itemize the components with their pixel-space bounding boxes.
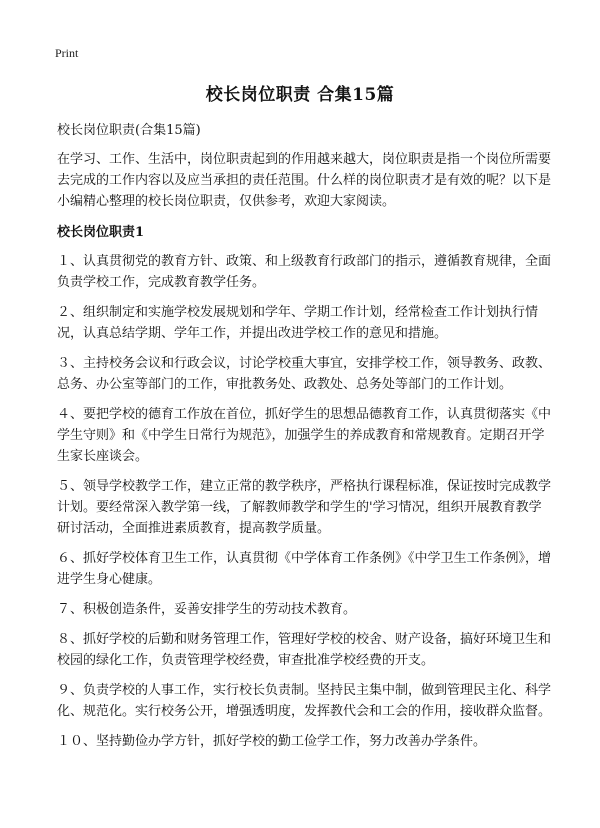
duty-item-7: ７、积极创造条件，妥善安排学生的劳动技术教育。: [57, 602, 357, 617]
duty-item-4: ４、要把学校的德育工作放在首位，抓好学生的思想品德教育工作，认真贯彻落实《中学生守则》和《中学生日常行为规范》，加强学生的养成教育和常规教育。定期召开学生家长座谈会。: [57, 407, 552, 464]
intro-paragraph: 在学习、工作、生活中，岗位职责起到的作用越来越大，岗位职责是指一个岗位所需要去完成的工作内容以及应当承担的责任范围。什么样的岗位职责才是有效的呢？以下是小编精心整理的校长岗位职责，仅供参考，欢迎大家阅读。: [57, 152, 552, 209]
page-title: 校长岗位职责 合集15篇: [205, 85, 395, 105]
duty-item-8: ８、抓好学校的后勤和财务管理工作，管理好学校的校舍、财产设备，搞好环境卫生和校园的绿化工作，负责管理学校经费，审查批准学校经费的开支。: [57, 632, 552, 668]
duty-item-2: ２、组织制定和实施学校发展规划和学年、学期工作计划，经常检查工作计划执行情况，认真总结学期、学年工作，并提出改进学校工作的意见和措施。: [57, 305, 539, 341]
duty-item-5: ５、领导学校教学工作，建立正常的教学秩序，严格执行课程标准，保证按时完成教学计划。要经常深入教学第一线，了解教师教学和学生的'学习情况，组织开展教育教学研讨活动，全面推进素质教育，提高教学质量。: [57, 479, 552, 536]
duty-item-1: １、认真贯彻党的教育方针、政策、和上级教育行政部门的指示，遵循教育规律，全面负责学校工作，完成教育教学任务。: [57, 254, 552, 290]
duty-item-3: ３、主持校务会议和行政会议，讨论学校重大事宜，安排学校工作，领导教务、政教、总务、办公室等部门的工作，审批教务处、政教处、总务处等部门的工作计划。: [57, 356, 552, 392]
document-body: [57, 120, 552, 761]
duty-item-9: ９、负责学校的人事工作，实行校长负责制。坚持民主集中制，做到管理民主化、科学化、规范化。实行校务公开，增强透明度，发挥教代会和工会的作用，接收群众监督。: [57, 683, 552, 719]
section-heading: 校长岗位职责1: [57, 225, 145, 240]
duty-item-10: １０、坚持勤俭办学方针，抓好学校的勤工俭学工作，努力改善办学条件。: [57, 734, 487, 749]
duty-item-6: ６、抓好学校体育卫生工作，认真贯彻《中学体育工作条例》《中学卫生工作条例》，增进学生身心健康。: [57, 551, 552, 587]
print-link[interactable]: Print: [55, 46, 79, 60]
document-subtitle: 校长岗位职责(合集15篇): [57, 123, 201, 138]
